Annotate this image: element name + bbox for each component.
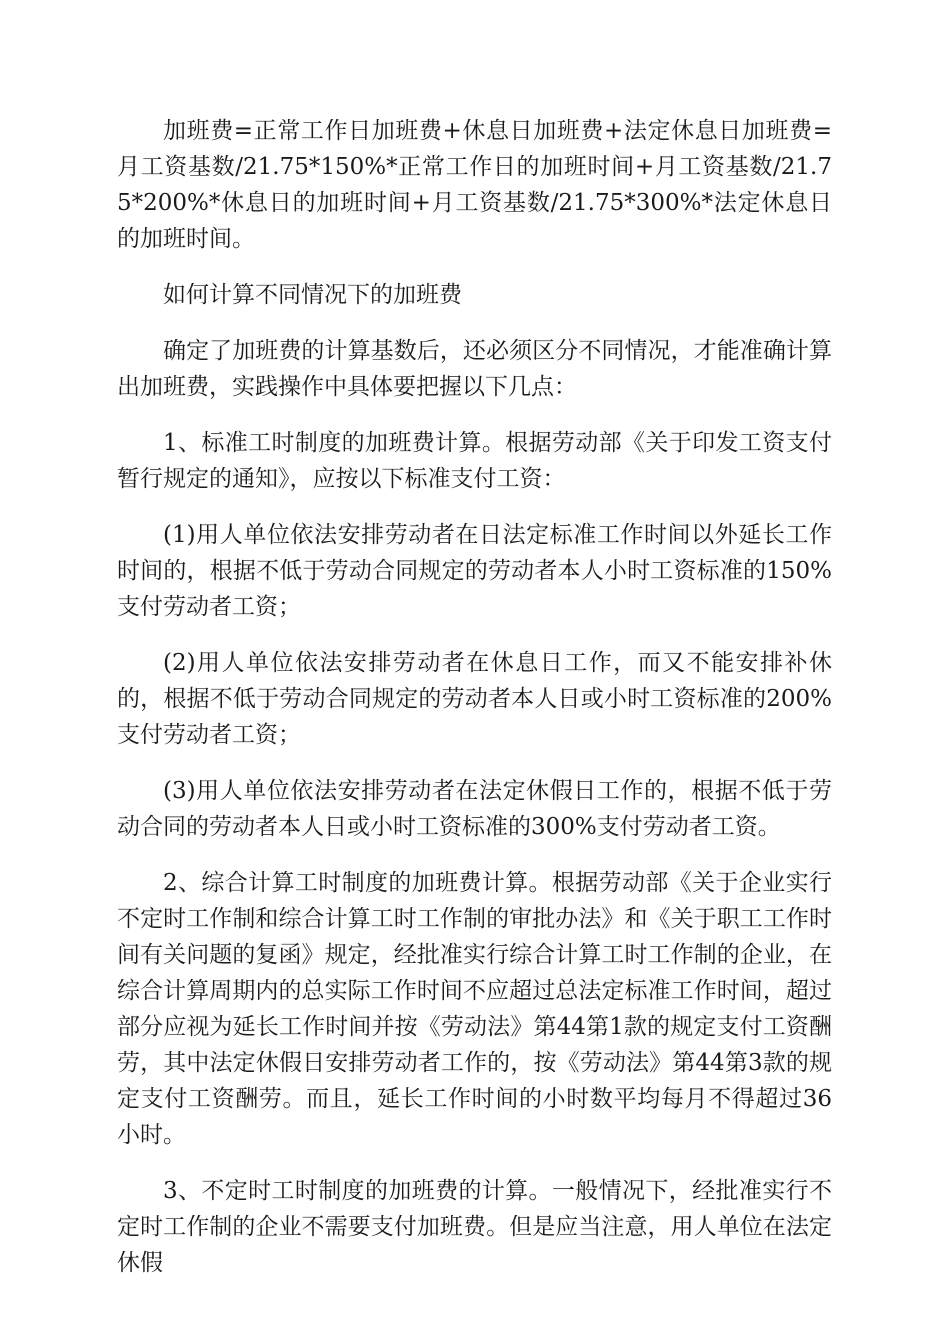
paragraph-overtime-formula: 加班费=正常工作日加班费+休息日加班费+法定休息日加班费=月工资基数/21.75*150%*正常工作日的加班时间+月工资基数/21.75*200%*休息日的加班时间+月工资基数/21.75*300%*法定休息日的加班时间。	[117, 118, 832, 252]
paragraph-flexible-hours: 3、不定时工时制度的加班费的计算。一般情况下，经批准实行不定时工作制的企业不需要支付加班费。但是应当注意，用人单位在法定休假	[117, 1178, 832, 1276]
paragraph-standard-hours: 1、标准工时制度的加班费计算。根据劳动部《关于印发工资支付暂行规定的通知》，应按以下标准支付工资：	[117, 430, 832, 492]
paragraph-section-heading: 如何计算不同情况下的加班费	[163, 282, 462, 308]
paragraph-comprehensive-hours: 2、综合计算工时制度的加班费计算。根据劳动部《关于企业实行不定时工作制和综合计算工时工作制的审批办法》和《关于职工工作时间有关问题的复函》规定，经批准实行综合计算工时工作制的企业，在综合计算周期内的总实际工作时间不应超过总法定标准工作时间，超过部分应视为延长工作时间并按《劳动法》第44第1款的规定支付工资酬劳，其中法定休假日安排劳动者工作的，按《劳动法》第44第3款的规定支付工资酬劳。而且，延长工作时间的小时数平均每月不得超过36小时。	[117, 870, 832, 1148]
document-body	[117, 113, 832, 1301]
paragraph-item-2: (2)用人单位依法安排劳动者在休息日工作，而又不能安排补休的，根据不低于劳动合同规定的劳动者本人日或小时工资标准的200%支付劳动者工资；	[117, 650, 832, 748]
paragraph-item-3: (3)用人单位依法安排劳动者在法定休假日工作的，根据不低于劳动合同的劳动者本人日或小时工资标准的300%支付劳动者工资。	[117, 778, 832, 840]
paragraph-item-1: (1)用人单位依法安排劳动者在日法定标准工作时间以外延长工作时间的，根据不低于劳动合同规定的劳动者本人小时工资标准的150%支付劳动者工资；	[117, 522, 832, 620]
paragraph-intro: 确定了加班费的计算基数后，还必须区分不同情况，才能准确计算出加班费，实践操作中具体要把握以下几点：	[117, 338, 832, 400]
